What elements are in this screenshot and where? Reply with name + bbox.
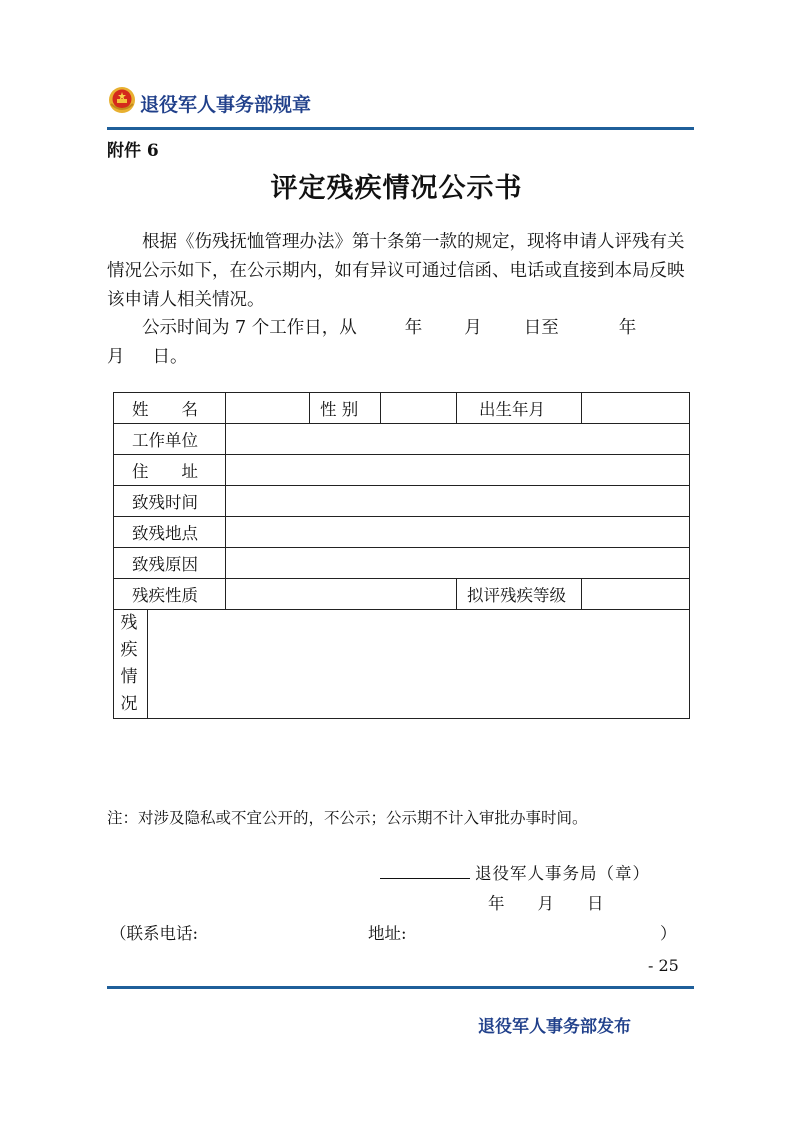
disability-cause-label: 致残原因 [114,548,226,579]
footer-divider [107,986,694,989]
period-year-2: 年 [618,318,637,338]
contact-address-label: 地址: [368,924,407,943]
document-title: 评定残疾情况公示书 [270,173,523,204]
table-row [114,486,690,517]
period-year-1: 年 [404,318,423,338]
proposed-grade-field[interactable] [582,579,690,610]
table-row [114,610,690,719]
birth-label: 出生年月 [457,393,582,424]
table-row [114,393,690,424]
issuing-office: 退役军人事务局（章） [475,864,650,883]
signature-blank-line [380,878,470,879]
contact-phone-label: （联系电话: [110,924,199,943]
footnote: 注：对涉及隐私或不宜公开的，不公示；公示期不计入审批办事时间。 [107,809,588,827]
header-title: 退役军人事务部规章 [140,94,312,116]
national-emblem-icon [108,86,136,114]
disability-situation-field[interactable] [148,610,690,719]
table-row [114,424,690,455]
name-label: 姓 名 [114,393,226,424]
period-month-1: 月 [464,318,482,338]
disability-nature-field[interactable] [226,579,457,610]
header-divider [107,127,694,130]
period-day-1: 日至 [523,318,559,338]
address-field[interactable] [226,455,690,486]
signature-date: 年 月 日 [488,894,604,913]
gender-label: 性 别 [310,393,381,424]
table-row [114,548,690,579]
attachment-label: 附件 6 [107,141,159,161]
workplace-label: 工作单位 [114,424,226,455]
gender-field[interactable] [381,393,457,424]
disability-place-label: 致残地点 [114,517,226,548]
disability-situation-label-cell [114,610,148,719]
address-label: 住 址 [114,455,226,486]
footer-publisher: 退役军人事务部发布 [478,1017,631,1037]
disability-cause-field[interactable] [226,548,690,579]
period-start-text: 公示时间为 7 个工作日，从 [142,318,357,338]
page-number: - 25 [648,956,679,975]
workplace-field[interactable] [226,424,690,455]
table-row [114,579,690,610]
disability-info-table [113,392,690,719]
disability-time-label: 致残时间 [114,486,226,517]
proposed-grade-label: 拟评残疾等级 [457,579,582,610]
disability-place-field[interactable] [226,517,690,548]
table-row [114,517,690,548]
paragraph-period [107,314,694,372]
table-row [114,455,690,486]
disability-time-field[interactable] [226,486,690,517]
period-day-2: 日。 [152,347,188,367]
disability-nature-label: 残疾性质 [114,579,226,610]
disability-situation-label: 残疾情况 [120,613,138,714]
birth-field[interactable] [582,393,690,424]
paragraph-regulation: 根据《伤残抚恤管理办法》第十条第一款的规定，现将申请人评残有关情况公示如下，在公示期内，如有异议可通过信函、电话或直接到本局反映该申请人相关情况。 [107,232,685,310]
period-month-2: 月 [107,347,125,367]
name-field[interactable] [226,393,310,424]
contact-close-paren: ） [660,924,677,943]
